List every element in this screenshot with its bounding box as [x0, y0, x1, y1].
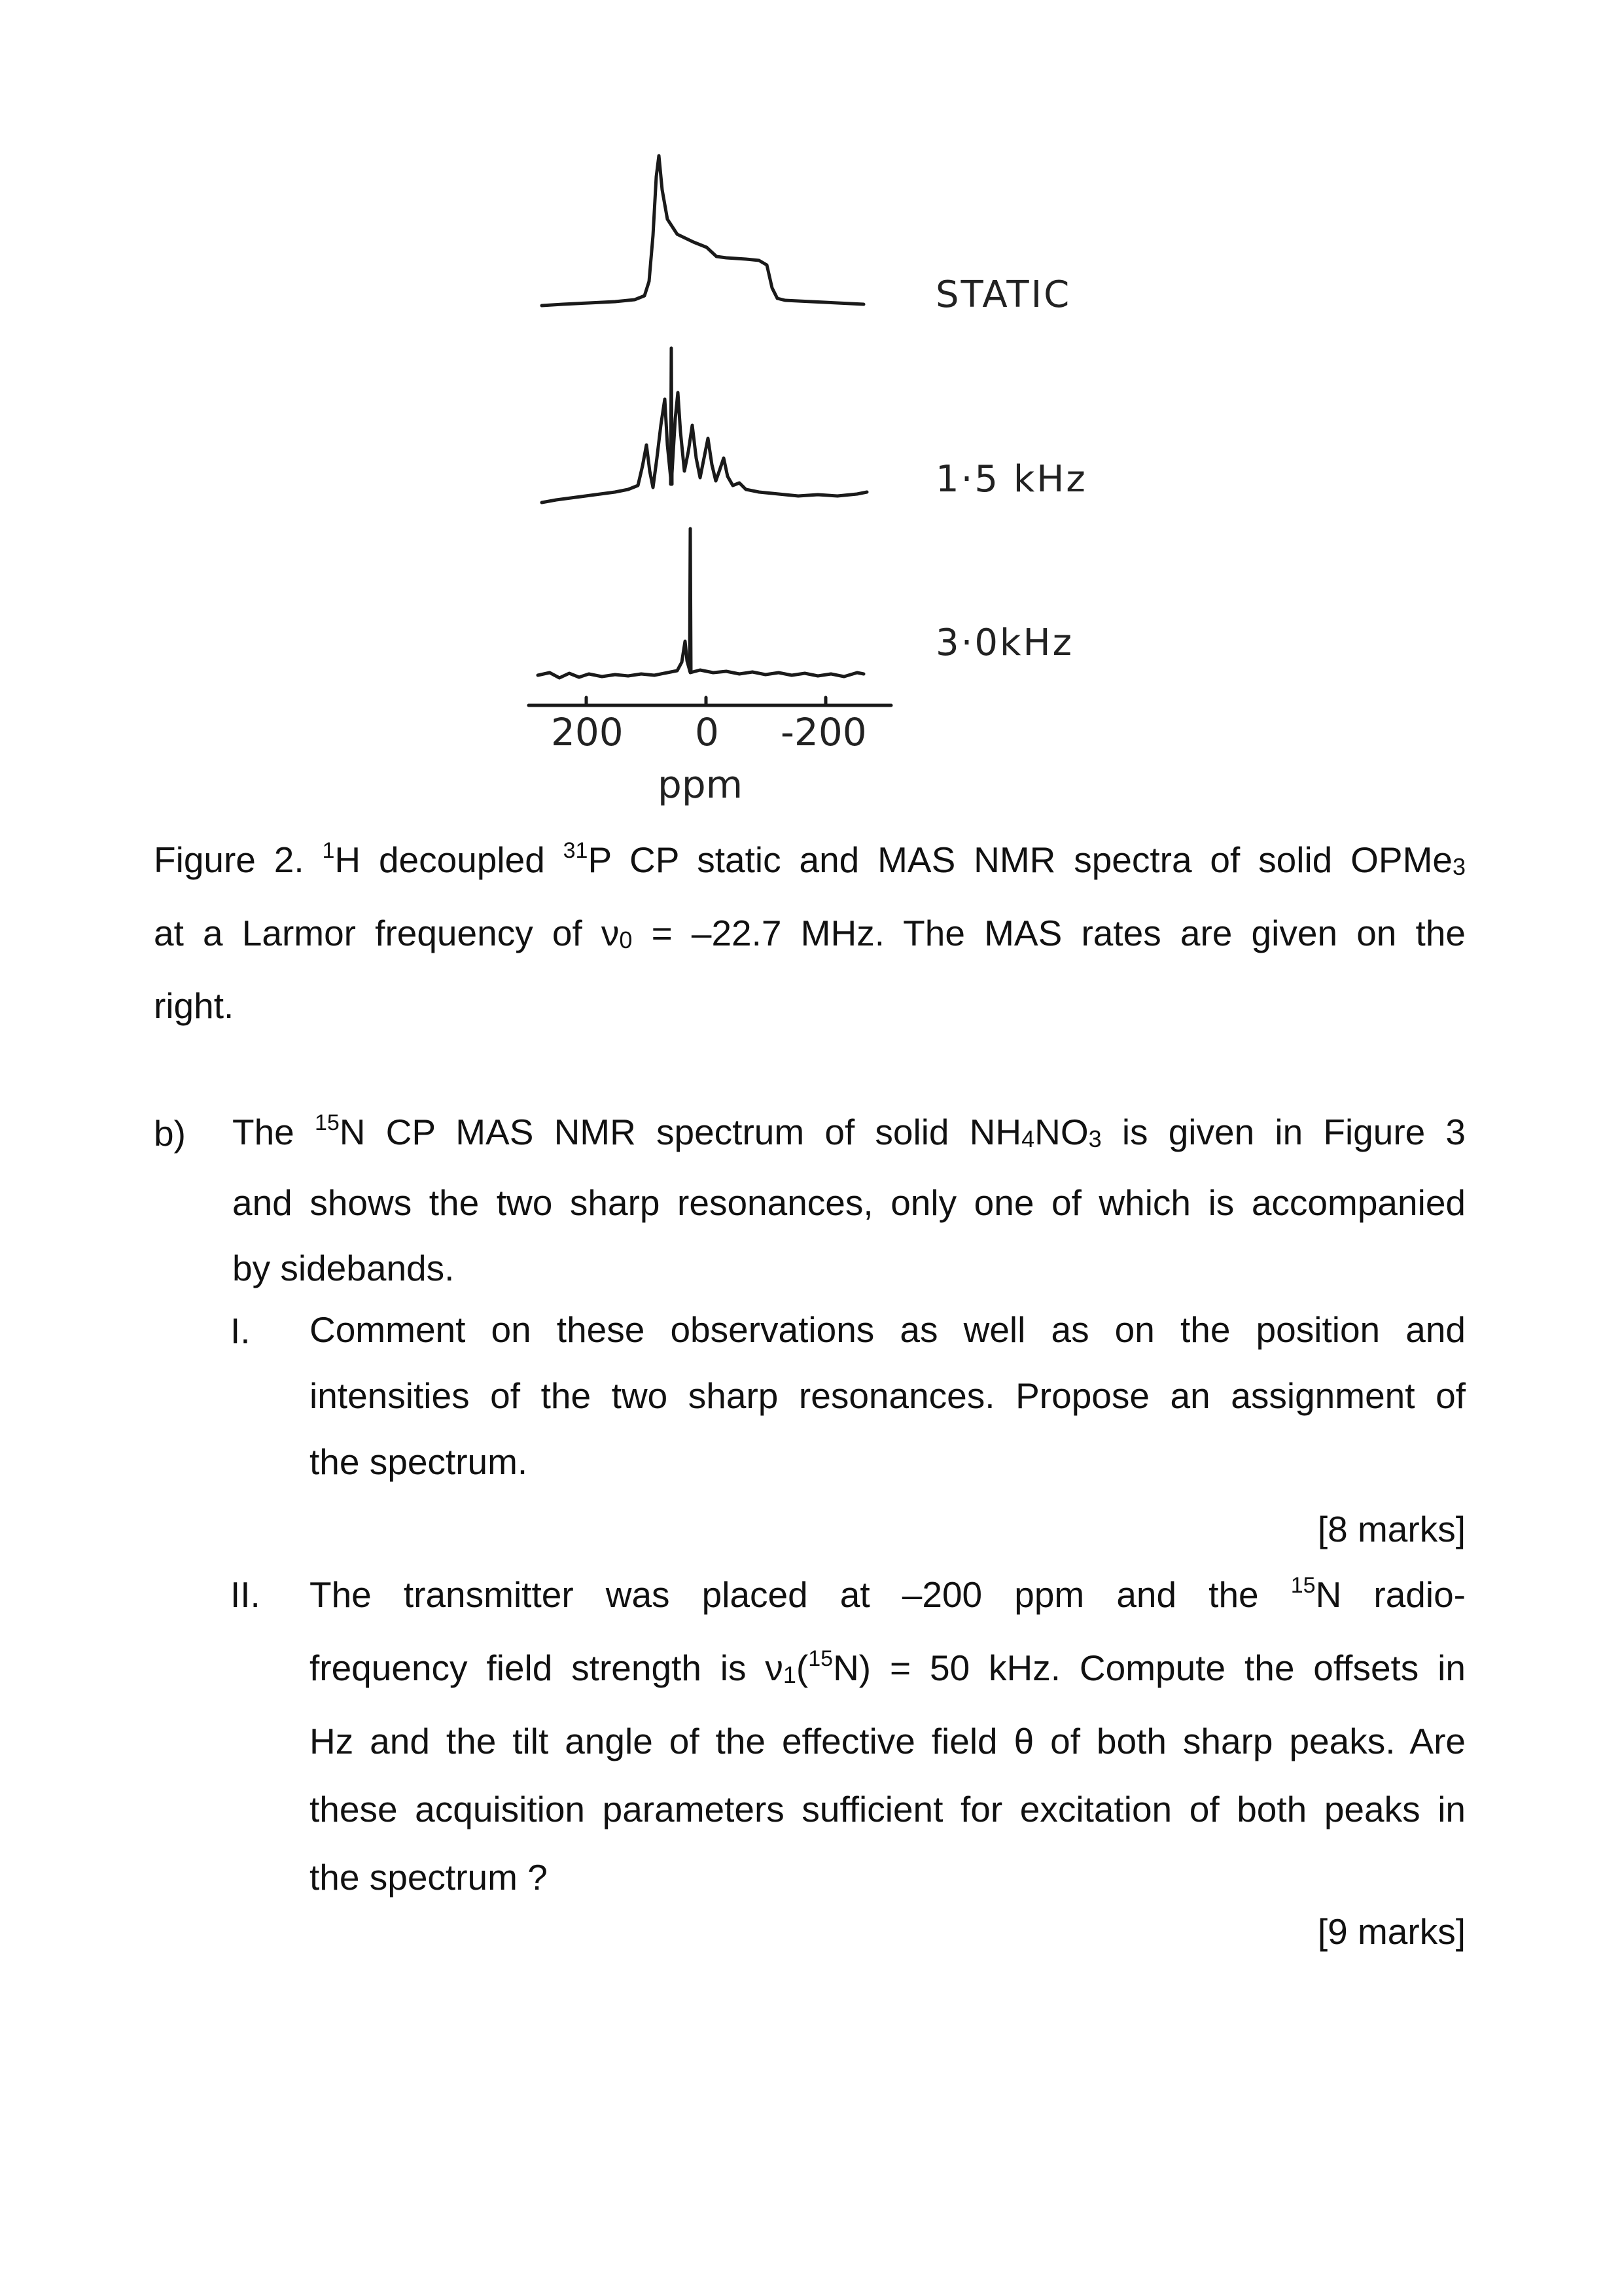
mas-1-5khz-spectrum-trace — [542, 393, 867, 503]
mas-3-0khz-main-peak — [690, 529, 691, 671]
part-ii-line-1: The transmitter was placed at –200 ppm and the $^{15}$N radio- — [309, 1573, 1466, 1615]
part-i-line-3: the spectrum. — [309, 1441, 528, 1482]
figure-caption — [154, 826, 1466, 1040]
part-ii-line-4: these acquisition parameters sufficient for excitation of both peaks in — [309, 1789, 1466, 1829]
part-ii-text — [309, 1561, 1466, 1911]
question-b-text — [232, 1099, 1466, 1301]
part-i-text — [309, 1297, 1466, 1495]
mas-1-5khz-main-peak — [671, 348, 672, 484]
x-tick-label-0: 0 — [695, 710, 719, 754]
caption-line-3: right. — [154, 985, 234, 1026]
part-ii-line-3: Hz and the tilt angle of the effective field θ of both sharp peaks. Are — [309, 1721, 1466, 1761]
part-i-line-1: Comment on these observations as well as on the position and — [309, 1309, 1466, 1350]
mas-3-0khz-spectrum-trace — [538, 641, 864, 678]
question-b-label: b) — [154, 1113, 186, 1154]
caption-line-2: at a Larmor frequency of $\nu_0 = -22.7$ MHz. The MAS rates are given on the — [154, 913, 1466, 953]
caption-line-1: Figure 2. $^1$H decoupled $^{31}$P CP static and MAS NMR spectra of solid OPMe$_3$ — [154, 838, 1466, 880]
part-i-line-2: intensities of the two sharp resonances. Propose an assignment of — [309, 1375, 1466, 1416]
nmr-spectra-plot — [0, 0, 1622, 824]
part-i-marks: [8 marks] — [1317, 1509, 1466, 1549]
question-b-line-2: and shows the two sharp resonances, only one of which is accompanied — [232, 1182, 1466, 1223]
part-ii-label: II. — [230, 1574, 260, 1615]
nmr-figure — [0, 0, 1622, 824]
question-b-line-1: The $^{15}$N CP MAS NMR spectrum of solid $NH_4NO_3$ is given in Figure 3 — [232, 1110, 1466, 1152]
mas-3-0khz-label: 3·0kHz — [936, 622, 1074, 664]
question-b-line-3: by sidebands. — [232, 1248, 455, 1288]
part-ii-line-5: the spectrum ? — [309, 1857, 548, 1898]
part-ii-marks: [9 marks] — [1317, 1911, 1466, 1952]
part-ii-line-2: frequency field strength is $\nu_1(^{15}N) = 50$ kHz. Compute the offsets in — [309, 1646, 1466, 1688]
static-label: STATIC — [936, 274, 1072, 316]
x-tick-label-200: 200 — [551, 710, 624, 754]
part-i-label: I. — [230, 1311, 251, 1351]
static-spectrum-trace — [542, 156, 864, 306]
x-axis-unit: ppm — [658, 762, 743, 807]
x-tick-label-minus-200: -200 — [781, 710, 867, 754]
mas-1-5khz-label: 1·5 kHz — [936, 458, 1087, 501]
